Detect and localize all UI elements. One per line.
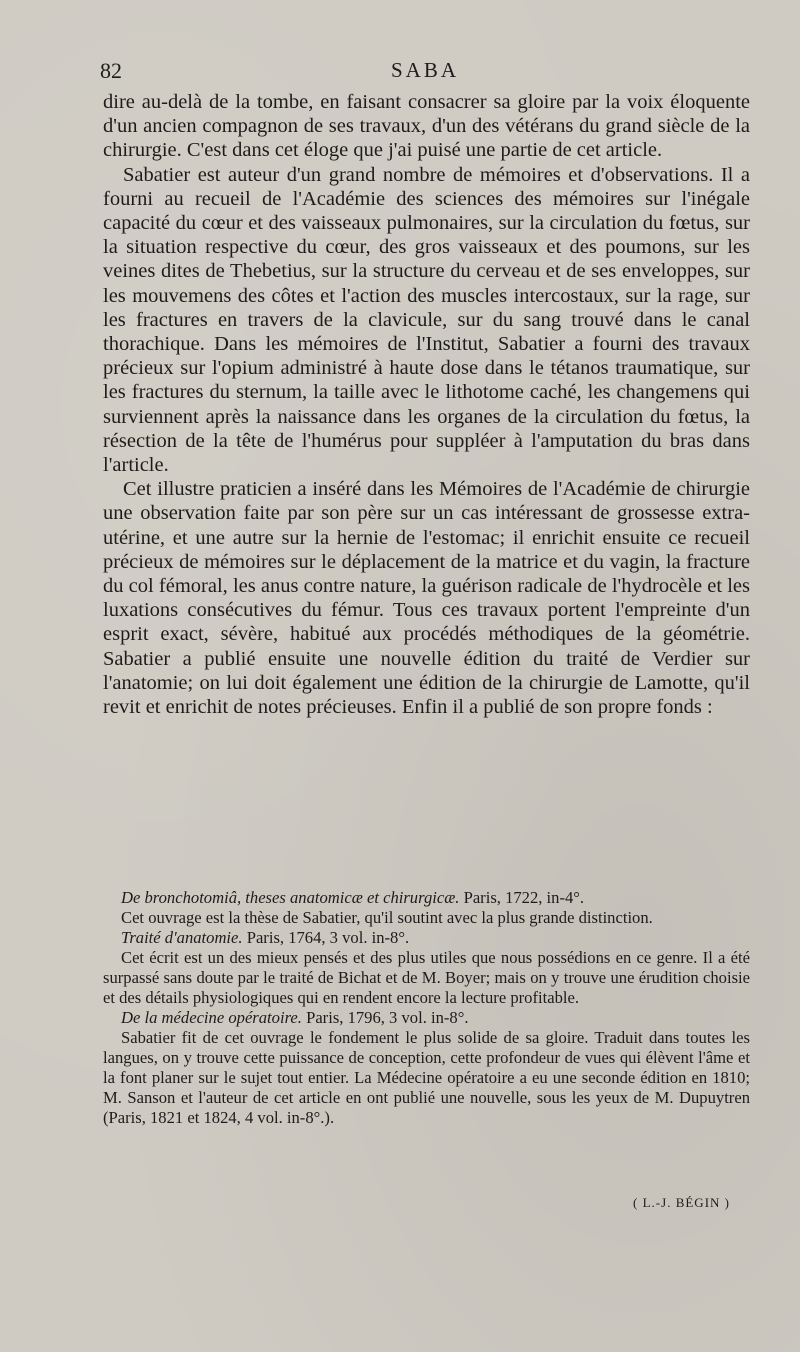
bibliography-note: Cet ouvrage est la thèse de Sabatier, qu'il soutint avec la plus grande distinction. xyxy=(121,908,653,927)
page-number: 82 xyxy=(100,58,122,83)
page-header xyxy=(100,58,750,92)
bibliography-entry xyxy=(103,888,750,908)
work-details: Paris, 1796, 3 vol. in-8°. xyxy=(301,1008,469,1027)
bibliography-note: Cet écrit est un des mieux pensés et des plus utiles que nous possédions en ce genre. Il a été surpassé sans doute par le traité de Bichat et de M. Boyer; mais on y trouve une érudition choisie et des détails physiologiques qui en rendent encore la lecture profitable. xyxy=(103,948,750,1007)
paragraph: Sabatier est auteur d'un grand nombre de mémoires et d'observations. Il a fourni au recueil de l'Académie des sciences des mémoires sur l'inégale capacité du cœur et des vaisseaux pulmonaires, sur la circulation du fœtus, sur la situation respective du cœur, des gros vaisseaux et des poumons, sur les veines dites de Thebetius, sur la structure du cerveau et de ses enveloppes, sur les mouvemens des côtes et l'action des muscles intercostaux, sur la rage, sur les fractures en travers de la clavicule, sur du sang trouvé dans le canal thorachique. Dans les mémoires de l'Institut, Sabatier a fourni des travaux précieux sur l'opium administré à haute dose dans le tétanos traumatique, sur les fractures du sternum, la taille avec le lithotome caché, les changemens qui surviennent après la naissance dans les organes de la circulation du fœtus, la résection de la tête de l'humérus pour suppléer à l'amputation du bras dans l'article. xyxy=(103,163,750,477)
bibliography-entry xyxy=(103,1008,750,1028)
bibliography-note: Sabatier fit de cet ouvrage le fondement le plus solide de sa gloire. Traduit dans toutes les langues, on y trouve cette puissance de conception, cette profondeur de vues qui élèvent l'âme et la font planer sur le sujet tout entier. La Médecine opératoire a eu une seconde édition en 1810; M. Sanson et l'auteur de cet article en ont publié une nouvelle, sous les yeux de M. Dupuytren (Paris, 1821 et 1824, 4 vol. in-8°.). xyxy=(103,1028,750,1127)
main-text xyxy=(103,90,750,719)
work-details: Paris, 1764, 3 vol. in-8°. xyxy=(242,928,410,947)
work-title: De la médecine opératoire. xyxy=(121,1008,302,1027)
work-title: De bronchotomiâ, theses anatomicæ et chirurgicæ. xyxy=(121,888,460,907)
author-signature: ( L.-J. BÉGIN ) xyxy=(633,1195,730,1210)
paragraph: dire au-delà de la tombe, en faisant consacrer sa gloire par la voix éloquente d'un ancien compagnon de ses travaux, d'un des vétérans du grand siècle de la chirurgie. C'est dans cet éloge que j'ai puisé une partie de cet article. xyxy=(103,91,750,162)
work-details: Paris, 1722, in-4°. xyxy=(459,888,585,907)
running-head: SABA xyxy=(390,58,460,82)
work-title: Traité d'anatomie. xyxy=(121,928,243,947)
bibliography xyxy=(103,888,750,1128)
bibliography-entry xyxy=(103,928,750,948)
paragraph: Cet illustre praticien a inséré dans les Mémoires de l'Académie de chirurgie une observation faite par son père sur un cas intéressant de grossesse extra-utérine, et une autre sur la hernie de l'estomac; il enrichit ensuite ce recueil précieux de mémoires sur le déplacement de la matrice et du vagin, la fracture du col fémoral, les anus contre nature, la guérison radicale de l'hydrocèle et les luxations consécutives du fémur. Tous ces travaux portent l'empreinte d'un esprit exact, sévère, habitué aux procédés méthodiques de la géométrie. Sabatier a publié ensuite une nouvelle édition du traité de Verdier sur l'anatomie; on lui doit également une édition de la chirurgie de Lamotte, qu'il revit et enrichit de notes précieuses. Enfin il a publié de son propre fonds : xyxy=(103,478,750,719)
